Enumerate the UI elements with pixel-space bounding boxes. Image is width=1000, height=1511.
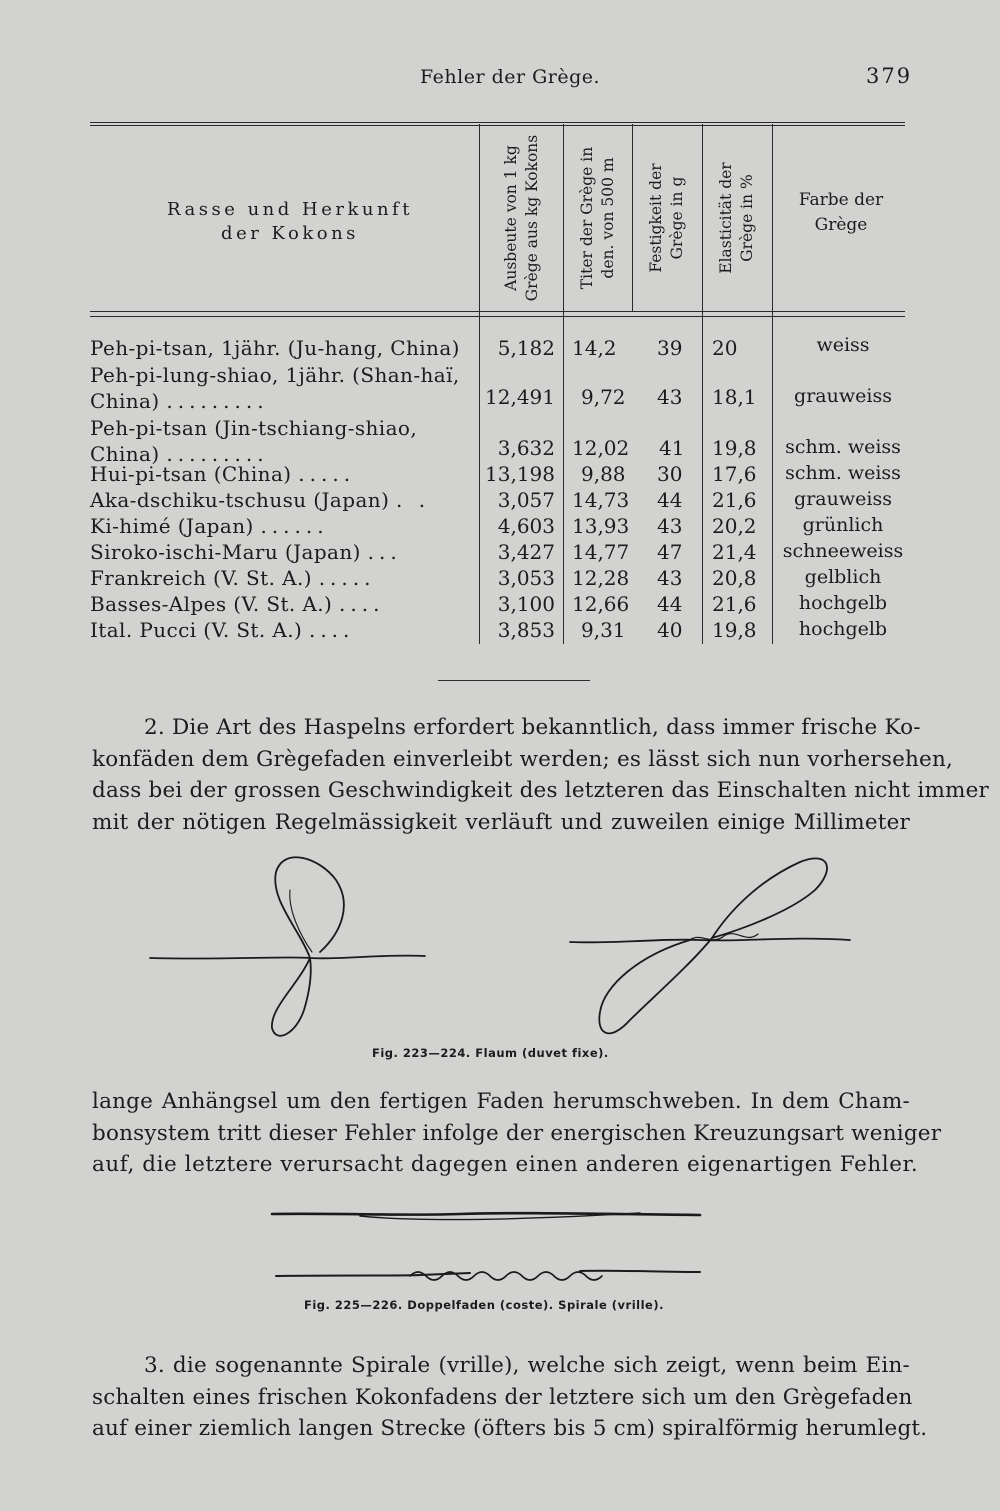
cell-elasticitaet: 19,8 bbox=[712, 618, 757, 642]
cell-ausbeute: 5,182 bbox=[497, 336, 555, 360]
row-name: Frankreich (V. St. A.) ..... bbox=[90, 566, 376, 590]
spiral-thread bbox=[276, 1273, 470, 1276]
column-header-elasticitaet: Elasticität der Grège in % bbox=[717, 162, 756, 274]
row-name: Aka-dschiku-tschusu (Japan) . . bbox=[90, 488, 431, 512]
cell-ausbeute: 3,053 bbox=[497, 566, 555, 590]
text-line: auf, die letztere verursacht dagegen einen anderen eigenartigen Fehler. bbox=[92, 1152, 919, 1177]
text-line: auf einer ziemlich langen Strecke (öfters bis 5 cm) spiralförmig herumlegt. bbox=[92, 1416, 928, 1441]
cell-festigkeit: 43 bbox=[657, 514, 683, 538]
cell-elasticitaet: 18,1 bbox=[712, 385, 757, 409]
cell-titer: 9,31 bbox=[581, 618, 626, 642]
cell-ausbeute: 3,057 bbox=[497, 488, 555, 512]
cell-elasticitaet: 21,4 bbox=[712, 540, 757, 564]
row-name: Peh-pi-lung-shiao, 1jähr. (Shan-haï, bbox=[90, 363, 460, 387]
text-line: 3. die sogenannte Spirale (vrille), welche sich zeigt, wenn beim Ein- bbox=[144, 1353, 910, 1378]
row-name: Ki-himé (Japan) ...... bbox=[90, 514, 329, 538]
cell-festigkeit: 43 bbox=[657, 385, 683, 409]
cell-farbe: grünlich bbox=[802, 514, 884, 536]
cell-elasticitaet: 20,2 bbox=[712, 514, 757, 538]
cell-titer: 12,66 bbox=[572, 592, 630, 616]
cell-festigkeit: 40 bbox=[657, 618, 683, 642]
column-header-farbe: Farbe der Grège bbox=[798, 190, 884, 235]
cell-festigkeit: 44 bbox=[657, 592, 683, 616]
cell-titer: 9,88 bbox=[581, 462, 626, 486]
cell-ausbeute: 4,603 bbox=[497, 514, 555, 538]
cell-farbe: grauweiss bbox=[794, 488, 892, 510]
cell-festigkeit: 44 bbox=[657, 488, 683, 512]
column-header-festigkeit: Festigkeit der Grège in g bbox=[647, 163, 686, 273]
text-line: mit der nötigen Regelmässigkeit verläuft und zuweilen einige Millimeter bbox=[92, 809, 910, 835]
cell-elasticitaet: 19,8 bbox=[712, 436, 757, 460]
cell-elasticitaet: 20,8 bbox=[712, 566, 757, 590]
cell-titer: 14,73 bbox=[572, 488, 630, 512]
cell-festigkeit: 43 bbox=[657, 566, 683, 590]
figure-caption: Fig. 223—224. Flaum (duvet fixe). bbox=[372, 1046, 609, 1060]
cell-elasticitaet: 21,6 bbox=[712, 488, 757, 512]
cell-festigkeit: 30 bbox=[657, 462, 683, 486]
running-head: Fehler der Grège. bbox=[420, 66, 601, 88]
cell-farbe: schm. weiss bbox=[785, 436, 901, 458]
row-name-cont: China) ......... bbox=[90, 442, 269, 466]
cell-festigkeit: 39 bbox=[657, 336, 683, 360]
text-line: konfäden dem Grègefaden einverleibt werden; es lässt sich nun vorhersehen, bbox=[92, 746, 954, 772]
text-line: schalten eines frischen Kokonfadens der letztere sich um den Grègefaden bbox=[92, 1384, 913, 1410]
spiral-thread-end bbox=[580, 1271, 700, 1272]
row-name: Peh-pi-tsan (Jin-tschiang-shiao, bbox=[90, 416, 418, 440]
text-line: 2. Die Art des Haspelns erfordert bekanntlich, dass immer frische Ko- bbox=[144, 715, 921, 740]
row-name: Siroko-ischi-Maru (Japan) ... bbox=[90, 540, 402, 564]
cell-ausbeute: 12,491 bbox=[485, 385, 555, 409]
cell-ausbeute: 13,198 bbox=[485, 462, 555, 486]
cell-festigkeit: 41 bbox=[659, 436, 685, 460]
row-name: Hui-pi-tsan (China) ..... bbox=[90, 462, 356, 486]
column-header-rasse: Rasse und Herkunft der Kokons bbox=[167, 199, 413, 244]
text-line: lange Anhängsel um den fertigen Faden herumschweben. In dem Cham- bbox=[92, 1089, 910, 1114]
cell-ausbeute: 3,853 bbox=[497, 618, 555, 642]
cell-farbe: weiss bbox=[816, 334, 870, 356]
cell-titer: 9,72 bbox=[581, 385, 626, 409]
row-name: Ital. Pucci (V. St. A.) .... bbox=[90, 618, 355, 642]
row-name-cont: China) ......... bbox=[90, 389, 269, 413]
cell-titer: 14,2 bbox=[572, 336, 617, 360]
column-header-titer: Titer der Grège in den. von 500 m bbox=[578, 146, 617, 290]
cell-farbe: gelblich bbox=[804, 566, 882, 588]
cell-elasticitaet: 17,6 bbox=[712, 462, 757, 486]
cell-farbe: hochgelb bbox=[798, 592, 888, 614]
row-name: Peh-pi-tsan, 1jähr. (Ju-hang, China) bbox=[90, 336, 460, 360]
figure-caption: Fig. 225—226. Doppelfaden (coste). Spirale (vrille). bbox=[304, 1298, 664, 1312]
cell-ausbeute: 3,100 bbox=[497, 592, 555, 616]
cell-titer: 14,77 bbox=[572, 540, 630, 564]
cell-ausbeute: 3,427 bbox=[497, 540, 555, 564]
cell-titer: 12,02 bbox=[572, 436, 630, 460]
paragraph-3 bbox=[92, 1350, 928, 1445]
row-name: Basses-Alpes (V. St. A.) .... bbox=[90, 592, 385, 616]
cell-farbe: grauweiss bbox=[794, 385, 892, 407]
cell-titer: 12,28 bbox=[572, 566, 630, 590]
cell-elasticitaet: 20 bbox=[712, 336, 738, 360]
cell-elasticitaet: 21,6 bbox=[712, 592, 757, 616]
text-line: bonsystem tritt dieser Fehler infolge der energischen Kreuzungsart weniger bbox=[92, 1120, 942, 1146]
cell-ausbeute: 3,632 bbox=[497, 436, 555, 460]
text-line: dass bei der grossen Geschwindigkeit des letzteren das Einschalten nicht immer bbox=[92, 778, 990, 803]
cell-farbe: hochgelb bbox=[798, 618, 888, 640]
cell-farbe: schm. weiss bbox=[785, 462, 901, 484]
cell-festigkeit: 47 bbox=[657, 540, 683, 564]
cell-farbe: schneeweiss bbox=[782, 540, 904, 562]
spiral-coils bbox=[410, 1272, 602, 1280]
column-header-ausbeute: Ausbeute von 1 kg Grège aus kg Kokons bbox=[502, 134, 541, 302]
cell-titer: 13,93 bbox=[572, 514, 630, 538]
page-number: 379 bbox=[866, 64, 913, 88]
